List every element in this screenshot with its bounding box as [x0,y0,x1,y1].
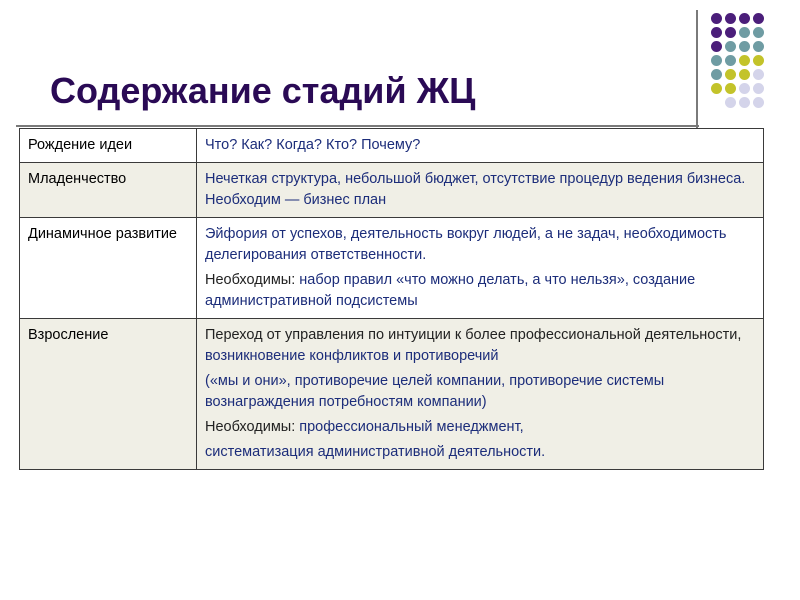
decor-dot [711,13,722,24]
decor-dot [711,55,722,66]
description-text: возникновение конфликтов и противоречий [205,348,499,364]
decor-dot [739,55,750,66]
table-row [20,129,764,163]
stage-name-cell: Взросление [20,319,197,470]
table-row [20,163,764,218]
description-paragraph [205,169,755,211]
table-row [20,218,764,319]
decor-dot [711,41,722,52]
decor-dot [725,13,736,24]
stage-name-cell: Рождение идеи [20,129,197,163]
description-text: Эйфория от успехов, деятельность вокруг людей, а не задач, необходимость делегирования ответственности. [205,226,727,263]
decor-dot [725,97,736,108]
decor-dot [753,83,764,94]
description-text: профессиональный менеджмент, [299,419,524,435]
description-text: Нечеткая структура, небольшой бюджет, отсутствие процедур ведения бизнеса. Необходим — бизнес план [205,171,746,208]
decor-dot [725,69,736,80]
description-text: систематизация административной деятельности. [205,444,546,460]
stages-table [19,128,764,470]
description-paragraph [205,270,755,312]
stage-description-cell [197,129,764,163]
decor-dot [739,13,750,24]
decor-dot [753,27,764,38]
decor-dot [739,97,750,108]
stage-name-cell: Динамичное развитие [20,218,197,319]
decor-dot [739,83,750,94]
decor-dot [753,97,764,108]
description-paragraph [205,135,755,156]
description-paragraph [205,325,755,367]
description-text: Необходимы: [205,272,300,288]
slide-title: Содержание стадий ЖЦ [50,70,476,111]
description-text: Переход от управления по интуиции к более профессиональной деятельности, [205,327,742,343]
decor-dot [725,55,736,66]
decor-dot [711,69,722,80]
decor-dot [725,83,736,94]
decor-horizontal-line [16,125,699,127]
decor-dot [753,55,764,66]
description-text: Что? Как? Когда? Кто? Почему? [205,137,421,153]
decor-dot [711,27,722,38]
stage-name-cell: Младенчество [20,163,197,218]
description-paragraph [205,442,755,463]
decor-dot [753,69,764,80]
decor-dot [725,27,736,38]
description-text: Необходимы: [205,419,300,435]
decor-dot [711,83,722,94]
decor-dot [739,69,750,80]
stage-description-cell [197,218,764,319]
description-text: («мы и они», противоречие целей компании, противоречие системы вознаграждения потребностям компании) [205,373,665,410]
stage-description-cell [197,319,764,470]
stage-description-cell [197,163,764,218]
decor-dot [739,41,750,52]
description-paragraph [205,417,755,438]
decor-dot [739,27,750,38]
description-text: набор правил «что можно делать, а что нельзя», создание административной подсистемы [205,272,696,309]
decor-dot [725,41,736,52]
decor-dot [753,13,764,24]
description-paragraph [205,224,755,266]
description-paragraph [205,371,755,413]
decor-dot [753,41,764,52]
table-row [20,319,764,470]
